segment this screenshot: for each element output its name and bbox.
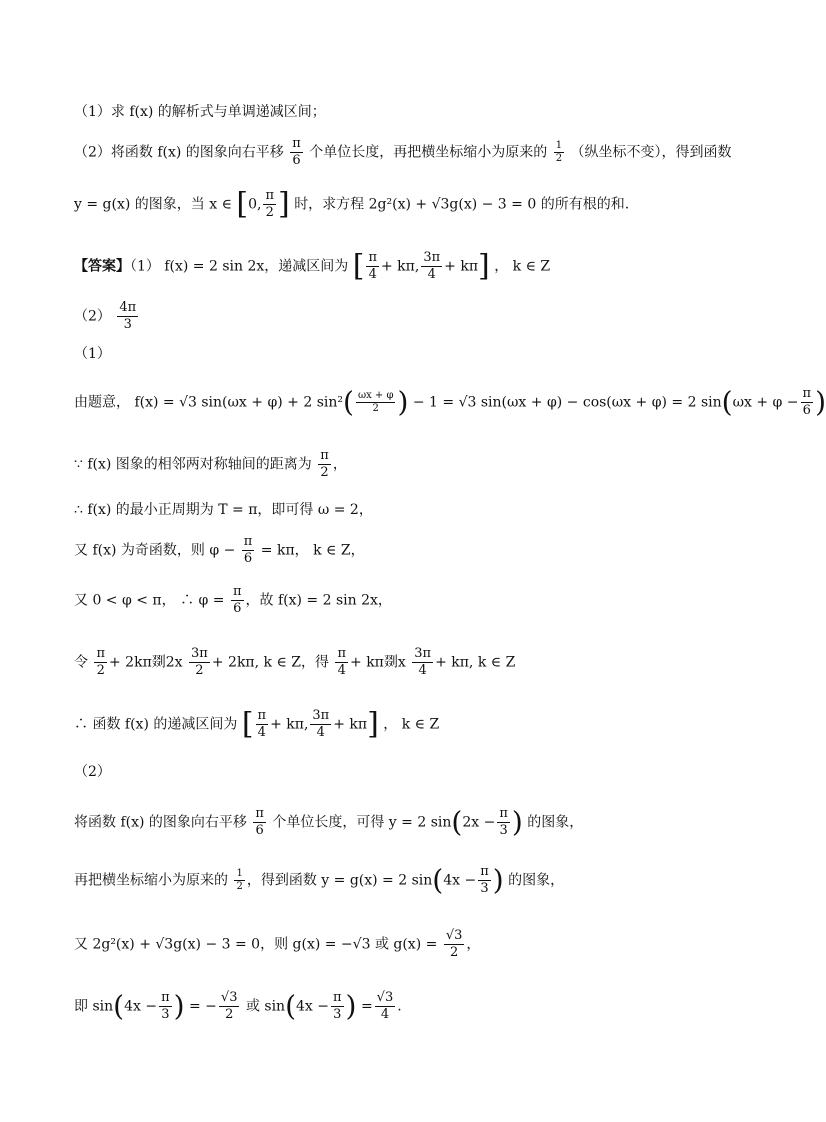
- solution-1-line-5: [74, 584, 392, 617]
- s1-l1-fraction-2: $\frac{\pi}{6}$: [802, 386, 812, 418]
- q2-fraction-pi-6: $\frac{\pi}{6}$: [292, 136, 301, 168]
- answer-label: 【答案】: [74, 258, 130, 275]
- left-bracket: [: [352, 248, 365, 284]
- left-bracket: [: [241, 706, 254, 742]
- solution-2-line-3: [74, 928, 480, 961]
- right-paren: ): [173, 989, 185, 1023]
- s2-l1-c: 2x −: [462, 814, 496, 831]
- left-bracket: [: [236, 186, 249, 222]
- s1-l6-c: + 2kπ, k ∈ Z，得: [211, 654, 330, 671]
- s1-l4-b: = kπ， k ∈ Z，: [260, 542, 365, 559]
- question-1: [74, 102, 326, 122]
- solution-2-line-1: [74, 806, 583, 839]
- s1-l6-d: + kπ剟x: [350, 654, 406, 671]
- interval-start: 0,: [248, 196, 262, 213]
- solution-2-line-4: [74, 990, 402, 1023]
- s1-l1-b: − 1 = √3 sin(ωx + φ) − cos(ωx + φ) = 2 sin: [412, 394, 722, 411]
- s1-l6-e: + kπ, k ∈ Z: [435, 654, 516, 671]
- s1-l7-frac-1: $\frac{\pi}{4}$: [257, 708, 267, 740]
- s1-l4-fraction: $\frac{\pi}{6}$: [243, 534, 253, 566]
- left-paren: (: [451, 805, 463, 839]
- right-paren: ): [345, 989, 357, 1023]
- q2-line2-text-b: 时，求方程 2g²(x) + √3g(x) − 3 = 0 的所有根的和.: [294, 196, 630, 213]
- solution-1-line-1: [74, 386, 826, 419]
- right-bracket: ]: [278, 186, 290, 222]
- answer-1-text: （1） f(x) = 2 sin 2x，递减区间为: [130, 258, 349, 275]
- answer-frac-pi-4: $\frac{\pi}{4}$: [368, 250, 377, 282]
- s1-l2-b: ，: [332, 456, 347, 473]
- s1-l5-a: 又 0 < φ < π， ∴ φ =: [74, 592, 225, 609]
- s2-l1-b: 个单位长度，可得 y = 2 sin: [272, 814, 452, 831]
- s1-l7-a: ∴ 函数 f(x) 的递减区间为: [74, 716, 238, 733]
- s2-l1-a: 将函数 f(x) 的图象向右平移: [74, 814, 247, 831]
- s1-l6-frac-2: $\frac{3\pi}{2}$: [191, 646, 208, 678]
- q2-line2-text-a: y = g(x) 的图象，当 x ∈: [74, 196, 232, 213]
- s2-l2-frac-half: $\frac{1}{2}$: [236, 868, 243, 892]
- s1-l1-fraction: $\frac{\omega x + \varphi}{2}$: [357, 390, 394, 414]
- left-paren: (: [285, 989, 297, 1023]
- s2-l4-g: .: [397, 998, 402, 1015]
- answer-2: [74, 300, 140, 333]
- s1-l4-a: 又 f(x) 为奇函数，则 φ −: [74, 542, 236, 559]
- left-paren: (: [343, 385, 354, 419]
- s1-l6-b: + 2kπ剟2x: [109, 654, 183, 671]
- s2-l4-f: =: [360, 998, 373, 1015]
- left-paren: (: [113, 989, 125, 1023]
- q2-text-c: （纵坐标不变），得到函数: [570, 144, 732, 161]
- s1-l7-d: ， k ∈ Z: [383, 716, 440, 733]
- answer-end: + kπ: [444, 258, 479, 275]
- s2-l4-frac-3: $\frac{\pi}{3}$: [333, 990, 342, 1022]
- s2-l2-d: 的图象，: [508, 872, 565, 889]
- solution-1-line-4: [74, 534, 365, 567]
- s2-l4-a: 即 sin: [74, 998, 114, 1015]
- s2-l3-b: ，: [466, 936, 481, 953]
- question-2-line-1: [74, 136, 732, 169]
- answer-frac-3pi-4: $\frac{3\pi}{4}$: [423, 250, 441, 282]
- answer-mid: + kπ,: [381, 258, 420, 275]
- s2-l2-a: 再把横坐标缩小为原来的: [74, 872, 228, 889]
- answer-1-suffix: ， k ∈ Z: [494, 258, 551, 275]
- question-1-text: （1）求 f(x) 的解析式与单调递减区间；: [74, 104, 326, 120]
- s1-l7-c: + kπ: [333, 716, 368, 733]
- s1-l3: ∴ f(x) 的最小正周期为 T = π，即可得 ω = 2，: [74, 502, 373, 518]
- s1-l1-a: 由题意， f(x) = √3 sin(ωx + φ) + 2 sin²: [74, 394, 343, 411]
- solution-1-header: [74, 344, 111, 364]
- solution-2-header: [74, 762, 111, 782]
- s2-l2-frac-2: $\frac{\pi}{3}$: [480, 864, 489, 896]
- right-bracket: ]: [478, 248, 490, 284]
- s1-l6-frac-4: $\frac{3\pi}{4}$: [414, 646, 432, 678]
- solution-2-label: （2）: [74, 764, 111, 780]
- right-paren: ): [492, 863, 504, 897]
- s1-l2-fraction: $\frac{\pi}{2}$: [320, 448, 329, 480]
- right-paren: ): [815, 385, 826, 419]
- s1-l1-c: ωx + φ −: [732, 394, 799, 411]
- s1-l6-a: 令: [74, 654, 88, 671]
- left-paren: (: [721, 385, 733, 419]
- solution-1-line-2: [74, 448, 347, 481]
- s1-l6-frac-3: $\frac{\pi}{4}$: [337, 646, 347, 678]
- s2-l4-frac-1: $\frac{\pi}{3}$: [161, 990, 170, 1022]
- solution-1-line-3: [74, 500, 373, 520]
- solution-2-line-2: [74, 864, 564, 897]
- s2-l2-b: ，得到函数 y = g(x) = 2 sin: [246, 872, 433, 889]
- s1-l7-frac-2: $\frac{3\pi}{4}$: [312, 708, 330, 740]
- s2-l1-d: 的图象，: [527, 814, 584, 831]
- solution-1-line-6: [74, 646, 515, 679]
- s1-l6-frac-1: $\frac{\pi}{2}$: [96, 646, 105, 678]
- s2-l4-frac-4: $\frac{√3}{4}$: [376, 990, 394, 1022]
- s2-l1-frac-2: $\frac{\pi}{3}$: [499, 806, 508, 838]
- answer-1: [74, 250, 550, 283]
- s2-l4-c: = −: [189, 998, 217, 1015]
- s2-l2-c: 4x −: [443, 872, 477, 889]
- s2-l4-d: 或 sin: [245, 998, 286, 1015]
- s1-l5-fraction: $\frac{\pi}{6}$: [232, 584, 242, 616]
- q2-fraction-half: $\frac{1}{2}$: [555, 140, 563, 164]
- s1-l2-a: ∵ f(x) 图象的相邻两对称轴间的距离为: [74, 456, 312, 473]
- solution-1-line-7: [74, 708, 439, 741]
- question-2-line-2: [74, 188, 629, 221]
- s2-l1-frac-1: $\frac{\pi}{6}$: [255, 806, 264, 838]
- right-bracket: ]: [367, 706, 379, 742]
- s2-l3-frac: $\frac{√3}{2}$: [445, 928, 463, 960]
- answer-2-fraction: $\frac{4\pi}{3}$: [119, 300, 137, 332]
- right-paren: ): [511, 805, 523, 839]
- answer-2-label: （2）: [74, 308, 111, 325]
- q2-text-a: （2）将函数 f(x) 的图象向右平移: [74, 144, 284, 161]
- q2-interval-fraction: $\frac{\pi}{2}$: [265, 188, 275, 220]
- s1-l5-b: ，故 f(x) = 2 sin 2x，: [245, 592, 392, 609]
- right-paren: ): [397, 385, 409, 419]
- s2-l3-a: 又 2g²(x) + √3g(x) − 3 = 0，则 g(x) = −√3 或 g(x) =: [74, 936, 438, 953]
- s2-l4-b: 4x −: [124, 998, 158, 1015]
- s2-l4-frac-2: $\frac{√3}{2}$: [220, 990, 238, 1022]
- s2-l4-e: 4x −: [296, 998, 329, 1015]
- left-paren: (: [432, 863, 444, 897]
- solution-1-label: （1）: [74, 346, 111, 362]
- s1-l7-b: + kπ,: [270, 716, 309, 733]
- q2-text-b: 个单位长度，再把横坐标缩小为原来的: [309, 144, 548, 161]
